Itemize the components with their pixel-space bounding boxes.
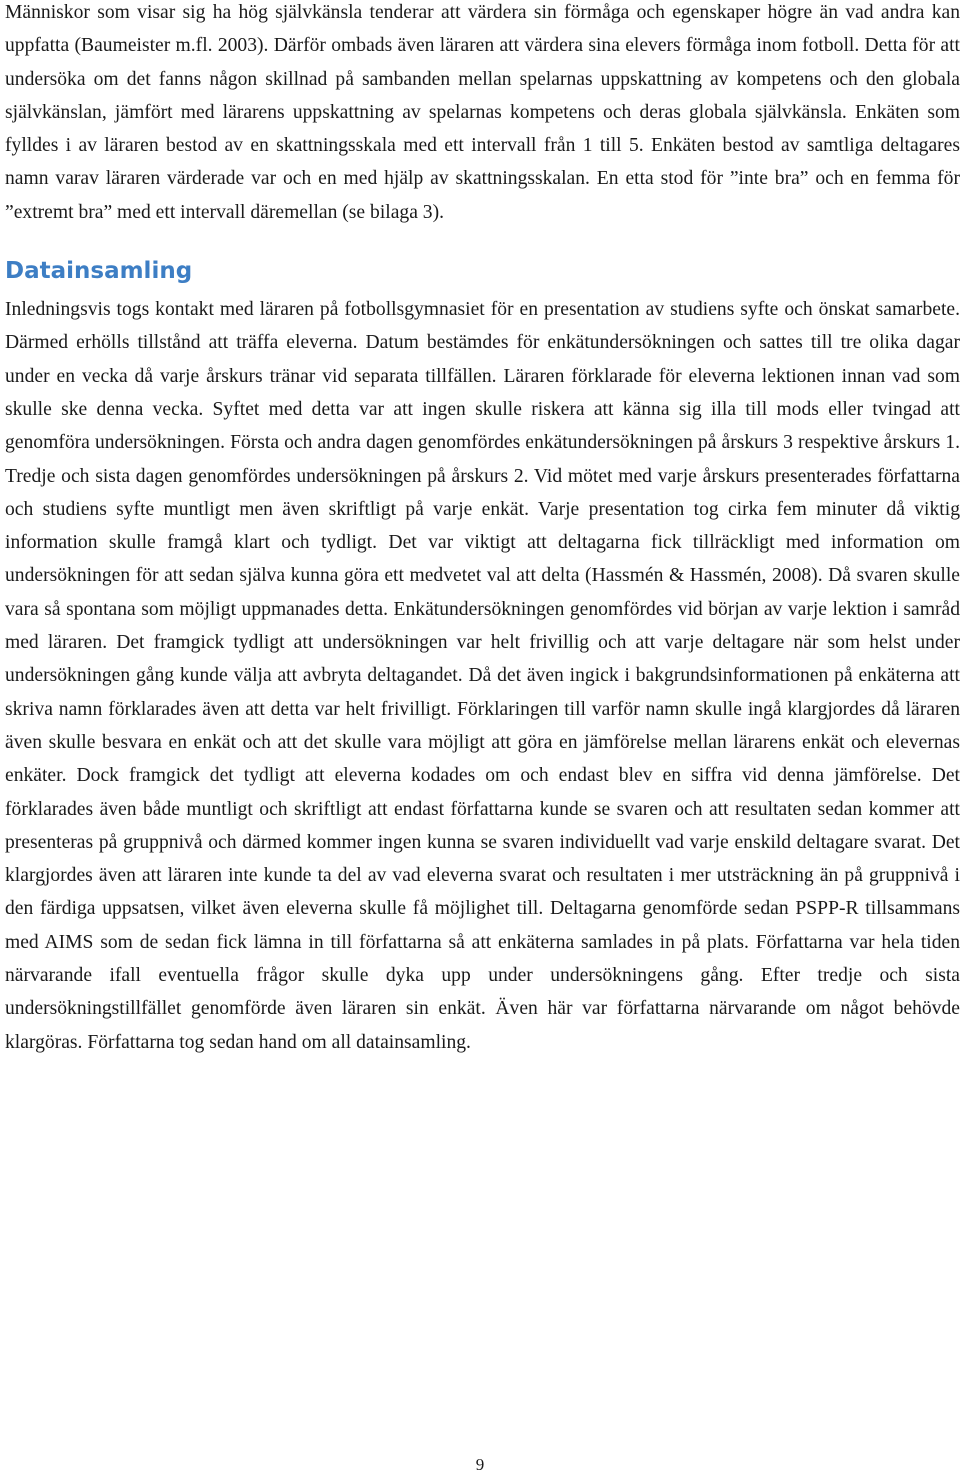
section-heading-datainsamling: Datainsamling [5,258,193,285]
intro-paragraph: Människor som visar sig ha hög självkänsla tenderar att värdera sin förmåga och egenskaper högre än vad andra kan uppfatta (Baumeister m.fl. 2003). Därför ombads även läraren att värdera sina elevers förmåga inom fotboll. Detta för att undersöka om det fanns någon skillnad på sambanden mellan spelarnas uppskattning av kompetens och den globala självkänslan, jämfört med lärarens uppskattning av spelarnas kompetens och deras globala självkänsla. Enkäten som fylldes i av läraren bestod av en skattningsskala med ett intervall från 1 till 5. Enkäten bestod av samtliga deltagares namn varav läraren värderade var och en med hjälp av skattningsskalan. En etta stod för ”inte bra” och en femma för ”extremt bra” med ett intervall däremellan (se bilaga 3). [5,2,960,223]
page-number: 9 [475,1455,485,1474]
datainsamling-paragraph: Inledningsvis togs kontakt med läraren på fotbollsgymnasiet för en presentation av studiens syfte och önskat samarbete. Därmed erhölls tillstånd att träffa eleverna. Datum bestämdes för enkätundersökningen och sattes till tre olika dagar under en vecka då varje årskurs tränar vid separata tillfällen. Läraren förklarade för eleverna lektionen innan vad som skulle ske denna vecka. Syftet med detta var att ingen skulle riskera att känna sig illa till mods eller tvingad att genomföra undersökningen. Första och andra dagen genomfördes enkätundersökningen på årskurs 3 respektive årskurs 1. Tredje och sista dagen genomfördes undersökningen på årskurs 2. Vid mötet med varje årskurs presenterades författarna och studiens syfte muntligt men även skriftligt på varje enkät. Varje presentation tog cirka fem minuter då viktig information skulle framgå klart och tydligt. Det var viktigt att deltagarna fick tillräckligt med information om undersökningen för att sedan själva kunna göra ett medvetet val att delta (Hassmén & Hassmén, 2008). Då svaren skulle vara så spontana som möjligt uppmanades detta. Enkätundersökningen genomfördes vid början av varje lektion i samråd med läraren. Det framgick tydligt att undersökningen var helt frivillig och att varje deltagare när som helst under undersökningen gång kunde välja att avbryta deltagandet. Då det även ingick i bakgrundsinformationen på enkäterna att skriva namn förklarades även att detta var helt frivilligt. Förklaringen till varför namn skulle ingå klargjordes då läraren även skulle besvara en enkät och att det skulle vara möjligt att göra en jämförelse mellan lärarens enkät och elevernas enkäter. Dock framgick det tydligt att eleverna kodades om och endast blev en siffra vid denna jämförelse. Det förklarades även både muntligt och skriftligt att endast författarna kunde se svaren och att resultaten sedan kommer att presenteras på gruppnivå och därmed kommer ingen kunna se svaren individuellt vad varje enskild deltagare svarat. Det klargjordes även att läraren inte kunde ta del av vad eleverna svarat och resultaten i mer utsträckning än på gruppnivå i den färdiga uppsatsen, vilket även eleverna skulle få möjlighet till. Deltagarna genomförde sedan PSPP-R tillsammans med AIMS som de sedan fick lämna in till författarna så att enkäterna samlades in på plats. Författarna var hela tiden närvarande ifall eventuella frågor skulle dyka upp under undersökningens gång. Efter tredje och sista undersökningstillfället genomförde även läraren sin enkät. Även här var författarna närvarande om något behövde klargöras. Författarna tog sedan hand om all datainsamling. [5,299,960,1053]
document-page [5,0,960,1059]
